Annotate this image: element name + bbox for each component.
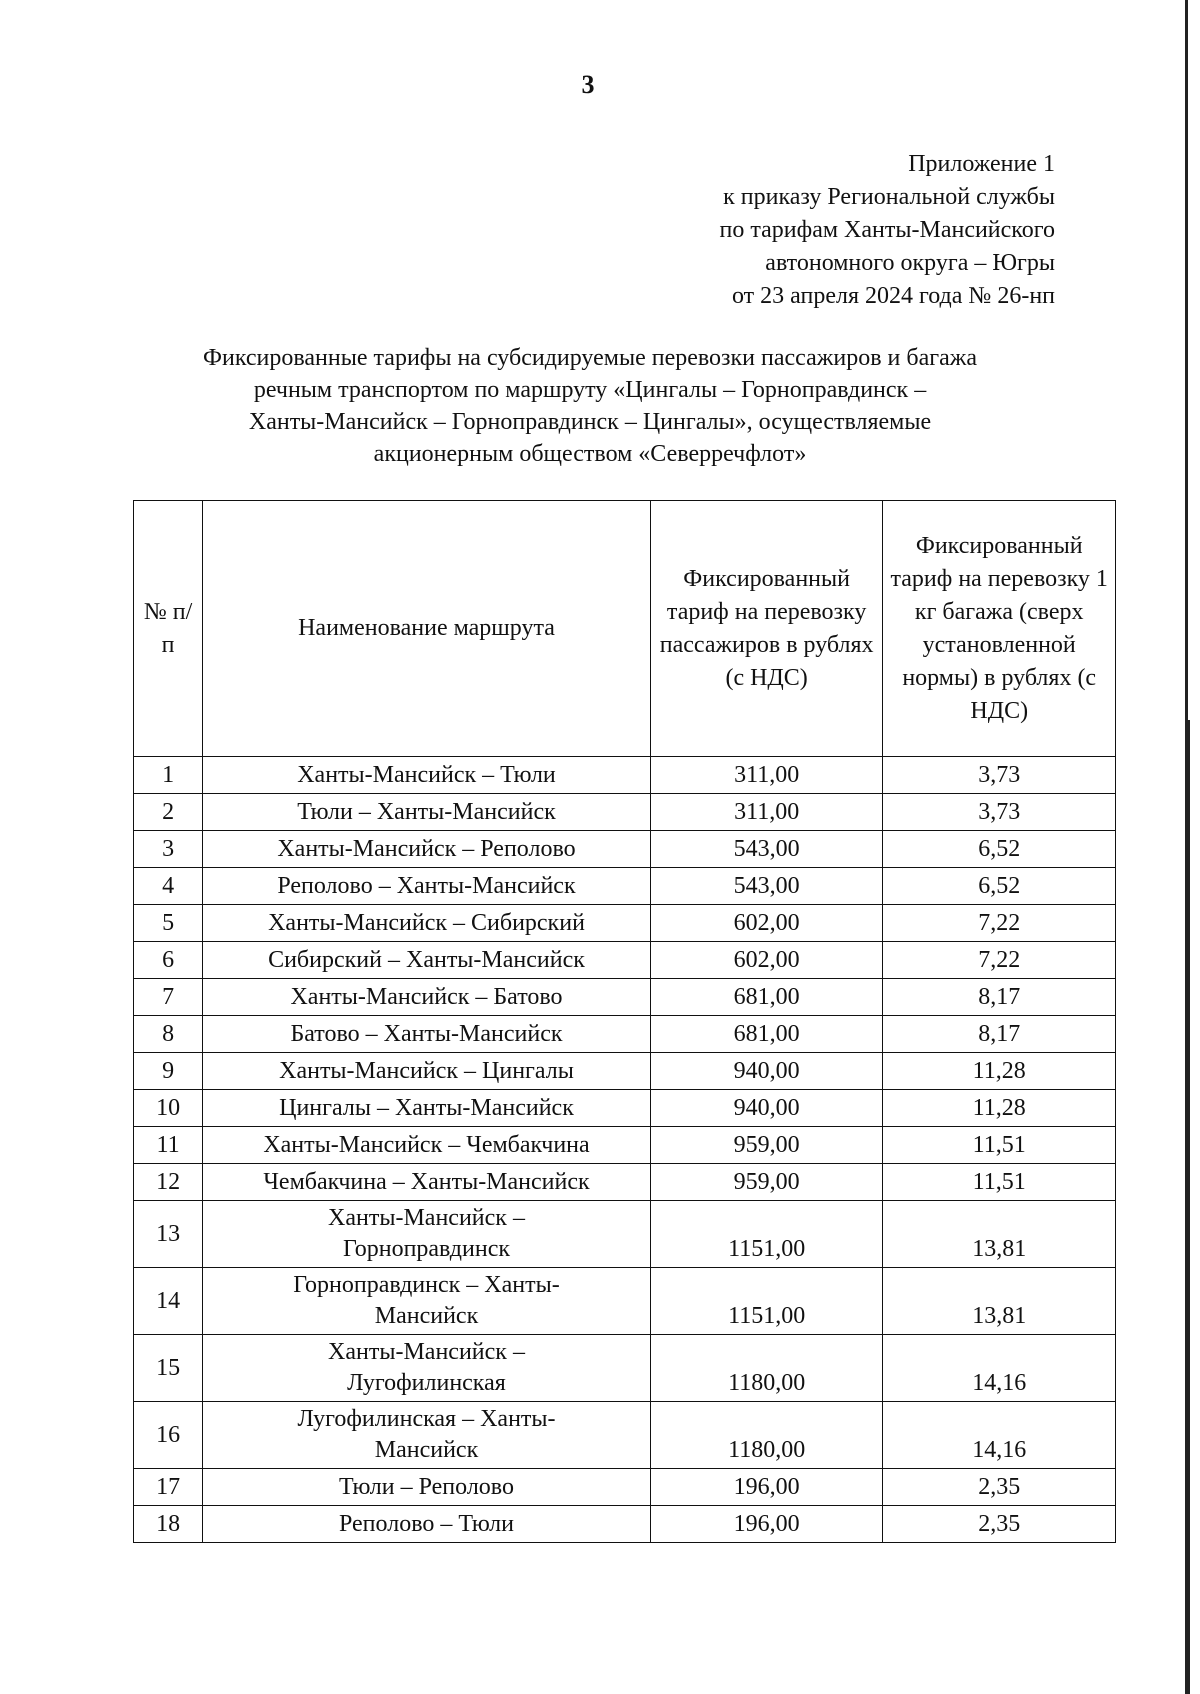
route-name: Цингалы – Ханты-Мансийск: [203, 1090, 651, 1127]
route-name: Батово – Ханты-Мансийск: [203, 1016, 651, 1053]
table-row: [134, 1016, 1116, 1053]
table-row: [134, 1164, 1116, 1201]
baggage-tariff: 11,28: [883, 1053, 1116, 1090]
route-name: Реполово – Тюли: [203, 1506, 651, 1543]
passenger-tariff: 602,00: [650, 942, 883, 979]
passenger-tariff: 681,00: [650, 1016, 883, 1053]
passenger-tariff: 959,00: [650, 1164, 883, 1201]
row-number: 14: [134, 1268, 203, 1335]
row-number: 11: [134, 1127, 203, 1164]
row-number: 15: [134, 1335, 203, 1402]
header-baggage-tariff: Фиксированный тариф на перевозку 1 кг багажа (сверх установленной нормы) в рублях (с НДС): [883, 501, 1116, 757]
row-number: 2: [134, 794, 203, 831]
row-number: 16: [134, 1402, 203, 1469]
table-row: [134, 1335, 1116, 1402]
row-number: 10: [134, 1090, 203, 1127]
table-row: [134, 1268, 1116, 1335]
table-row: [134, 1127, 1116, 1164]
route-name: Ханты-Мансийск – Сибирский: [203, 905, 651, 942]
row-number: 6: [134, 942, 203, 979]
route-name-line: Лугофилинская: [347, 1370, 506, 1396]
route-name: Тюли – Реполово: [203, 1469, 651, 1506]
document-title: [110, 342, 1070, 470]
appendix-line: к приказу Региональной службы: [723, 184, 1055, 210]
route-name: Ханты-Мансийск – Цингалы: [203, 1053, 651, 1090]
route-name: Ханты-Мансийск – Тюли: [203, 757, 651, 794]
row-number: 3: [134, 831, 203, 868]
passenger-tariff: 1151,00: [650, 1268, 883, 1335]
baggage-tariff: 3,73: [883, 794, 1116, 831]
scan-edge-line: [1185, 720, 1190, 1694]
baggage-tariff: 14,16: [883, 1335, 1116, 1402]
baggage-tariff: 11,51: [883, 1127, 1116, 1164]
table-row: [134, 942, 1116, 979]
route-name-line: Горноправдинск: [342, 1236, 511, 1262]
tariff-table: [133, 500, 1116, 1543]
baggage-tariff: 13,81: [883, 1201, 1116, 1268]
row-number: 13: [134, 1201, 203, 1268]
route-name: Чембакчина – Ханты-Мансийск: [203, 1164, 651, 1201]
passenger-tariff: 940,00: [650, 1090, 883, 1127]
table-row: [134, 868, 1116, 905]
appendix-line: Приложение 1: [908, 151, 1055, 177]
row-number: 17: [134, 1469, 203, 1506]
title-line: Ханты-Мансийск – Горноправдинск – Цингалы», осуществляемые: [248, 409, 932, 435]
route-name: Тюли – Ханты-Мансийск: [203, 794, 651, 831]
route-name: [203, 1402, 651, 1469]
route-name: [203, 1335, 651, 1402]
baggage-tariff: 7,22: [883, 942, 1116, 979]
baggage-tariff: 7,22: [883, 905, 1116, 942]
row-number: 12: [134, 1164, 203, 1201]
table-header-row: [134, 501, 1116, 757]
table-row: [134, 1506, 1116, 1543]
row-number: 4: [134, 868, 203, 905]
table-row: [134, 905, 1116, 942]
table-row: [134, 1402, 1116, 1469]
passenger-tariff: 1180,00: [650, 1335, 883, 1402]
title-line: речным транспортом по маршруту «Цингалы – Горноправдинск –: [253, 377, 927, 403]
baggage-tariff: 8,17: [883, 1016, 1116, 1053]
appendix-line: от 23 апреля 2024 года № 26-нп: [731, 283, 1055, 309]
header-route: Наименование маршрута: [203, 501, 651, 757]
tariff-table-wrapper: [133, 500, 1116, 1543]
table-row: [134, 1469, 1116, 1506]
route-name-line: Лугофилинская – Ханты-: [297, 1406, 556, 1432]
passenger-tariff: 543,00: [650, 831, 883, 868]
passenger-tariff: 196,00: [650, 1469, 883, 1506]
table-row: [134, 1053, 1116, 1090]
baggage-tariff: 8,17: [883, 979, 1116, 1016]
route-name: Сибирский – Ханты-Мансийск: [203, 942, 651, 979]
baggage-tariff: 11,28: [883, 1090, 1116, 1127]
header-passenger-tariff: Фиксированный тариф на перевозку пассажиров в рублях (с НДС): [650, 501, 883, 757]
table-row: [134, 757, 1116, 794]
route-name: [203, 1201, 651, 1268]
baggage-tariff: 2,35: [883, 1506, 1116, 1543]
appendix-block: [720, 148, 1055, 313]
route-name-line: Ханты-Мансийск –: [328, 1339, 525, 1365]
route-name-line: Мансийск: [374, 1303, 479, 1329]
title-line: Фиксированные тарифы на субсидируемые перевозки пассажиров и багажа: [203, 345, 977, 371]
table-row: [134, 831, 1116, 868]
passenger-tariff: 196,00: [650, 1506, 883, 1543]
header-number: № п/п: [134, 501, 203, 757]
row-number: 18: [134, 1506, 203, 1543]
route-name: [203, 1268, 651, 1335]
route-name: Ханты-Мансийск – Чембакчина: [203, 1127, 651, 1164]
route-name: Ханты-Мансийск – Реполово: [203, 831, 651, 868]
table-row: [134, 1090, 1116, 1127]
baggage-tariff: 11,51: [883, 1164, 1116, 1201]
title-line: акционерным обществом «Северречфлот»: [373, 441, 807, 467]
row-number: 1: [134, 757, 203, 794]
passenger-tariff: 959,00: [650, 1127, 883, 1164]
baggage-tariff: 14,16: [883, 1402, 1116, 1469]
baggage-tariff: 3,73: [883, 757, 1116, 794]
passenger-tariff: 311,00: [650, 794, 883, 831]
baggage-tariff: 6,52: [883, 831, 1116, 868]
baggage-tariff: 2,35: [883, 1469, 1116, 1506]
table-row: [134, 979, 1116, 1016]
passenger-tariff: 940,00: [650, 1053, 883, 1090]
route-name-line: Горноправдинск – Ханты-: [293, 1272, 560, 1298]
row-number: 8: [134, 1016, 203, 1053]
appendix-line: автономного округа – Югры: [765, 250, 1055, 276]
passenger-tariff: 681,00: [650, 979, 883, 1016]
table-row: [134, 1201, 1116, 1268]
row-number: 5: [134, 905, 203, 942]
row-number: 7: [134, 979, 203, 1016]
route-name: Ханты-Мансийск – Батово: [203, 979, 651, 1016]
passenger-tariff: 543,00: [650, 868, 883, 905]
route-name: Реполово – Ханты-Мансийск: [203, 868, 651, 905]
table-row: [134, 794, 1116, 831]
passenger-tariff: 1151,00: [650, 1201, 883, 1268]
row-number: 9: [134, 1053, 203, 1090]
baggage-tariff: 13,81: [883, 1268, 1116, 1335]
route-name-line: Ханты-Мансийск –: [328, 1205, 525, 1231]
appendix-line: по тарифам Ханты-Мансийского: [719, 217, 1055, 243]
route-name-line: Мансийск: [374, 1437, 479, 1463]
passenger-tariff: 602,00: [650, 905, 883, 942]
baggage-tariff: 6,52: [883, 868, 1116, 905]
passenger-tariff: 311,00: [650, 757, 883, 794]
passenger-tariff: 1180,00: [650, 1402, 883, 1469]
page-number: 3: [581, 70, 595, 99]
